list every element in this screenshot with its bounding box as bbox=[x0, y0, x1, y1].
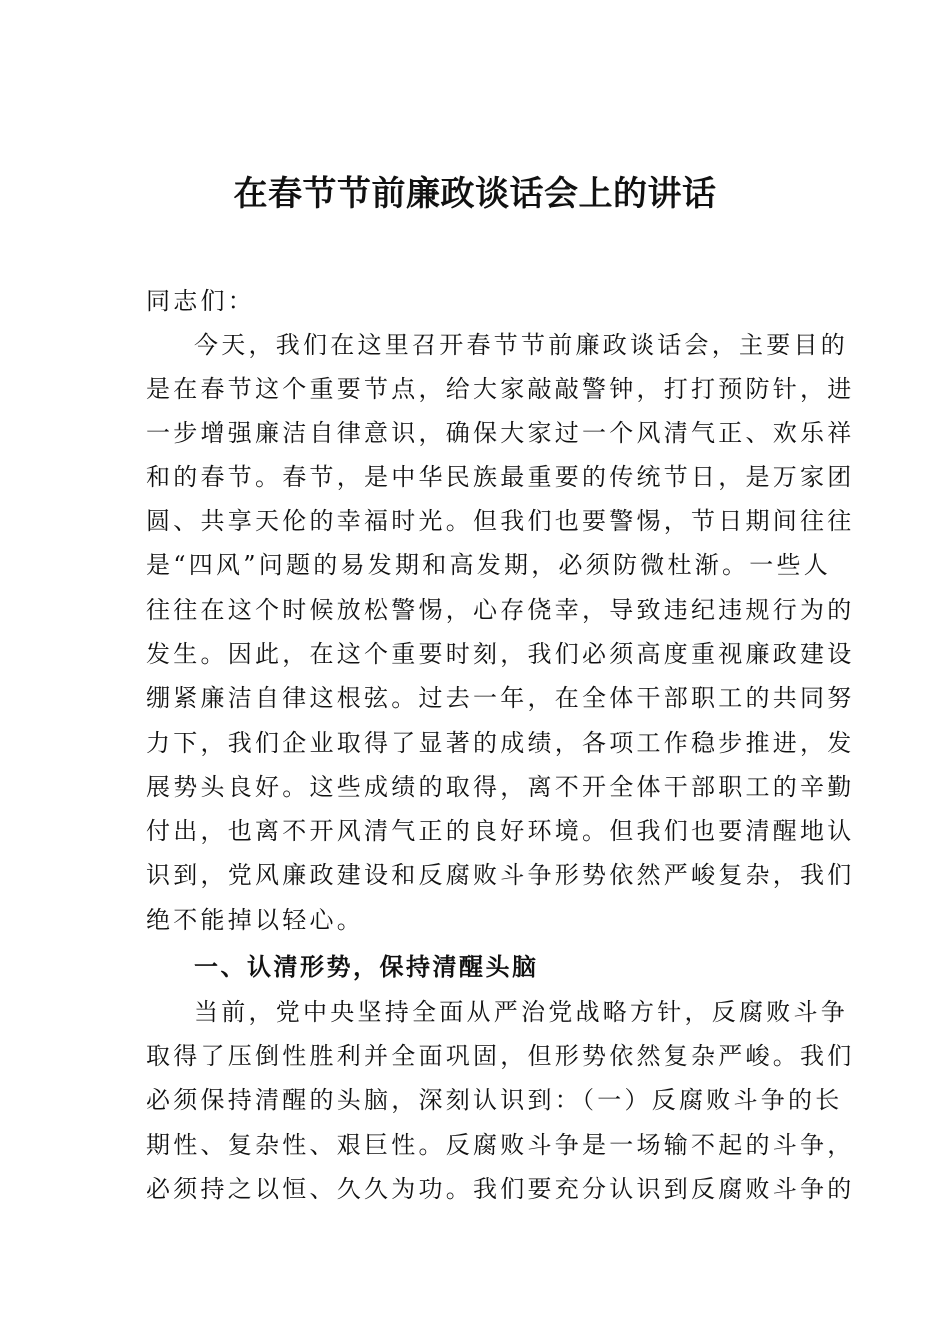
section-paragraph-line: 当前，党中央坚持全面从严治党战略方针，反腐败斗争 bbox=[194, 998, 848, 1026]
paragraph-line: 付出，也离不开风清气正的良好环境。但我们也要清醒地认 bbox=[146, 817, 855, 845]
paragraph-line: 力下，我们企业取得了显著的成绩，各项工作稳步推进，发 bbox=[146, 729, 855, 757]
paragraph-line: 是“四风”问题的易发期和高发期，必须防微杜渐。一些人 bbox=[146, 551, 832, 579]
section-paragraph-line: 期性、复杂性、艰巨性。反腐败斗争是一场输不起的斗争， bbox=[146, 1131, 855, 1159]
section-paragraph-line: 取得了压倒性胜利并全面巩固，但形势依然复杂严峻。我们 bbox=[146, 1042, 855, 1070]
paragraph-line: 今天，我们在这里召开春节节前廉政谈话会，主要目的 bbox=[194, 331, 848, 359]
paragraph-line: 和的春节。春节，是中华民族最重要的传统节日，是万家团 bbox=[146, 463, 855, 491]
paragraph-line: 圆、共享天伦的幸福时光。但我们也要警惕，节日期间往往 bbox=[146, 507, 855, 535]
paragraph-line: 绝不能掉以轻心。 bbox=[146, 906, 364, 934]
document-title: 在春节节前廉政谈话会上的讲话 bbox=[233, 174, 717, 214]
paragraph-line: 一步增强廉洁自律意识，确保大家过一个风清气正、欢乐祥 bbox=[146, 419, 855, 447]
section-paragraph-line: 必须保持清醒的头脑，深刻认识到：（一）反腐败斗争的长 bbox=[146, 1086, 843, 1114]
paragraph-line: 往往在这个时候放松警惕，心存侥幸，导致违纪违规行为的 bbox=[146, 596, 855, 624]
salutation: 同志们： bbox=[146, 287, 255, 315]
section-paragraph-line: 必须持之以恒、久久为功。我们要充分认识到反腐败斗争的 bbox=[146, 1175, 855, 1203]
paragraph-line: 发生。因此，在这个重要时刻，我们必须高度重视廉政建设 bbox=[146, 640, 855, 668]
paragraph-line: 识到，党风廉政建设和反腐败斗争形势依然严峻复杂，我们 bbox=[146, 861, 855, 889]
paragraph-line: 是在春节这个重要节点，给大家敲敲警钟，打打预防针，进 bbox=[146, 375, 855, 403]
paragraph-line: 展势头良好。这些成绩的取得，离不开全体干部职工的辛勤 bbox=[146, 773, 855, 801]
paragraph-line: 绷紧廉洁自律这根弦。过去一年，在全体干部职工的共同努 bbox=[146, 684, 855, 712]
section-heading: 一、认清形势，保持清醒头脑 bbox=[194, 952, 539, 981]
